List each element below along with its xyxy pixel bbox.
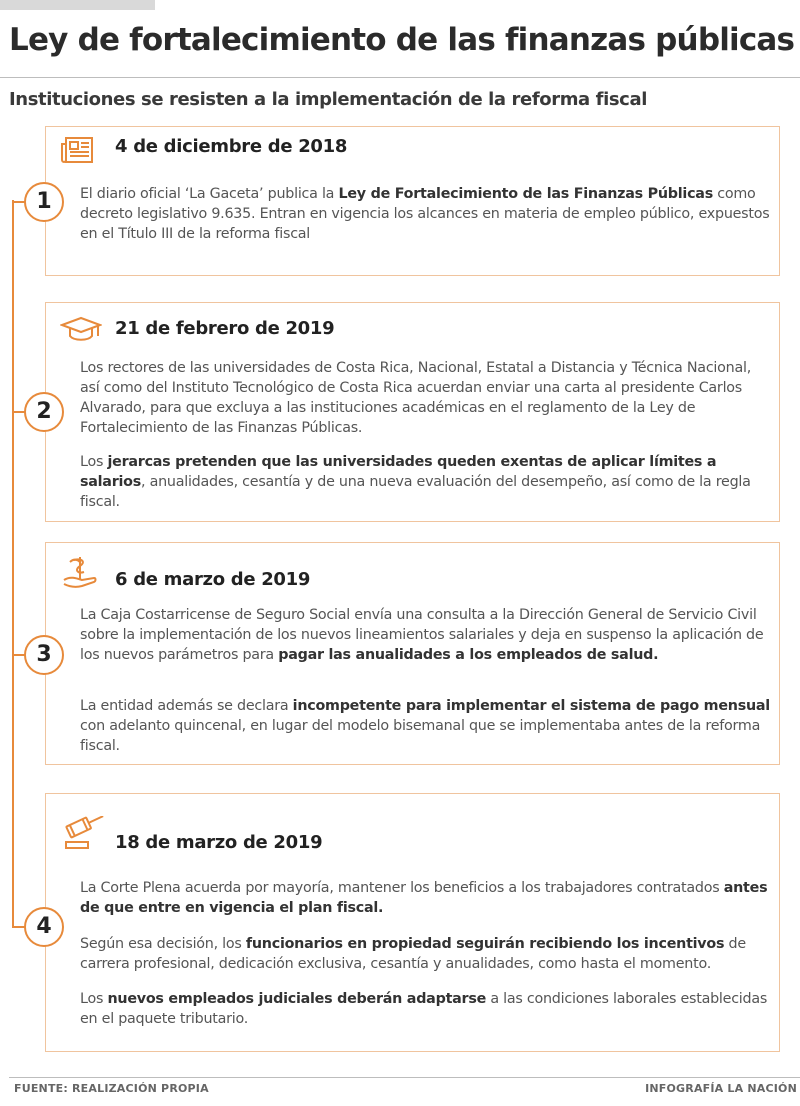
paragraph-text: a las condiciones laborales establecidas en el paquete tributario. [80, 991, 768, 1027]
paragraph-text: , anualidades, cesantía y de una nueva evaluación del desempeño, así como de la regla fiscal. [80, 474, 751, 510]
paragraph-text: con adelanto quincenal, en lugar del modelo bisemanal que se implementaba antes de la reforma fiscal. [80, 718, 761, 754]
step-number-3: 3 [24, 635, 64, 675]
page-subtitle: Instituciones se resisten a la implementación de la reforma fiscal [9, 89, 647, 110]
graduation-cap-icon [60, 315, 102, 347]
paragraph-text: Los [80, 454, 108, 470]
event-date-2: 21 de febrero de 2019 [115, 318, 335, 339]
highlighted-text: incompetente para implementar el sistema de pago mensual [292, 698, 770, 714]
highlighted-text: nuevos empleados judiciales deberán adaptarse [107, 991, 487, 1007]
step-number-4: 4 [24, 907, 64, 947]
event-date-3: 6 de marzo de 2019 [115, 569, 311, 590]
footer-source: FUENTE: REALIZACIÓN PROPIA [14, 1082, 209, 1095]
paragraph-text: Según esa decisión, los [80, 936, 246, 952]
event-paragraph [80, 878, 774, 918]
paragraph-text: La entidad además se declara [80, 698, 293, 714]
paragraph-text: Los rectores de las universidades de Costa Rica, Nacional, Estatal a Distancia y Técnica Nacional, así como del Instituto Tecnológico de Costa Rica acuerdan enviar una carta al presidente Carlos Alvarado, para que excluya a las instituciones académicas en el reglamento de la Ley de Fortalecimiento de las Finanzas Públicas. [80, 360, 751, 436]
newspaper-icon [60, 135, 94, 169]
paragraph-text: La Caja Costarricense de Seguro Social envía una consulta a la Dirección General de Servicio Civil sobre la implementación de los nuevos lineamientos salariales y deja en suspenso la aplicación de los nuevos parámetros para [80, 607, 764, 663]
highlighted-text: pagar las anualidades a los empleados de salud. [278, 647, 659, 663]
timeline-line [12, 200, 14, 928]
title-divider [0, 77, 800, 78]
event-paragraph [80, 934, 774, 974]
step-number-2: 2 [24, 392, 64, 432]
step-number-1: 1 [24, 182, 64, 222]
caduceus-hand-icon [60, 554, 100, 594]
gavel-icon [60, 816, 108, 854]
footer-credit: INFOGRAFÍA LA NACIÓN [645, 1082, 797, 1095]
event-paragraph [80, 452, 774, 512]
top-accent-bar [0, 0, 155, 10]
page-title: Ley de fortalecimiento de las finanzas públicas [9, 22, 795, 58]
paragraph-text: La Corte Plena acuerda por mayoría, mantener los beneficios a los trabajadores contratados [80, 880, 724, 896]
paragraph-text: de carrera profesional, dedicación exclusiva, cesantía y anualidades, como hasta el momento. [80, 936, 746, 972]
footer-divider [9, 1077, 800, 1078]
event-date-4: 18 de marzo de 2019 [115, 832, 323, 853]
event-paragraph [80, 989, 774, 1029]
highlighted-text: antes de que entre en vigencia el plan fiscal. [80, 880, 768, 916]
highlighted-text: Ley de Fortalecimiento de las Finanzas Públicas [338, 186, 713, 202]
paragraph-text: El diario oficial ‘La Gaceta’ publica la [80, 186, 339, 202]
highlighted-text: funcionarios en propiedad seguirán recibiendo los incentivos [245, 936, 725, 952]
paragraph-text: como decreto legislativo 9.635. Entran en vigencia los alcances en materia de empleo público, expuestos en el Título III de la reforma fiscal [80, 186, 770, 242]
event-paragraph [80, 358, 774, 438]
event-paragraph [80, 184, 774, 244]
event-paragraph [80, 605, 774, 665]
event-date-1: 4 de diciembre de 2018 [115, 136, 348, 157]
paragraph-text: Los [80, 991, 108, 1007]
highlighted-text: jerarcas pretenden que las universidades queden exentas de aplicar límites a salarios [80, 454, 717, 490]
event-paragraph [80, 696, 774, 756]
